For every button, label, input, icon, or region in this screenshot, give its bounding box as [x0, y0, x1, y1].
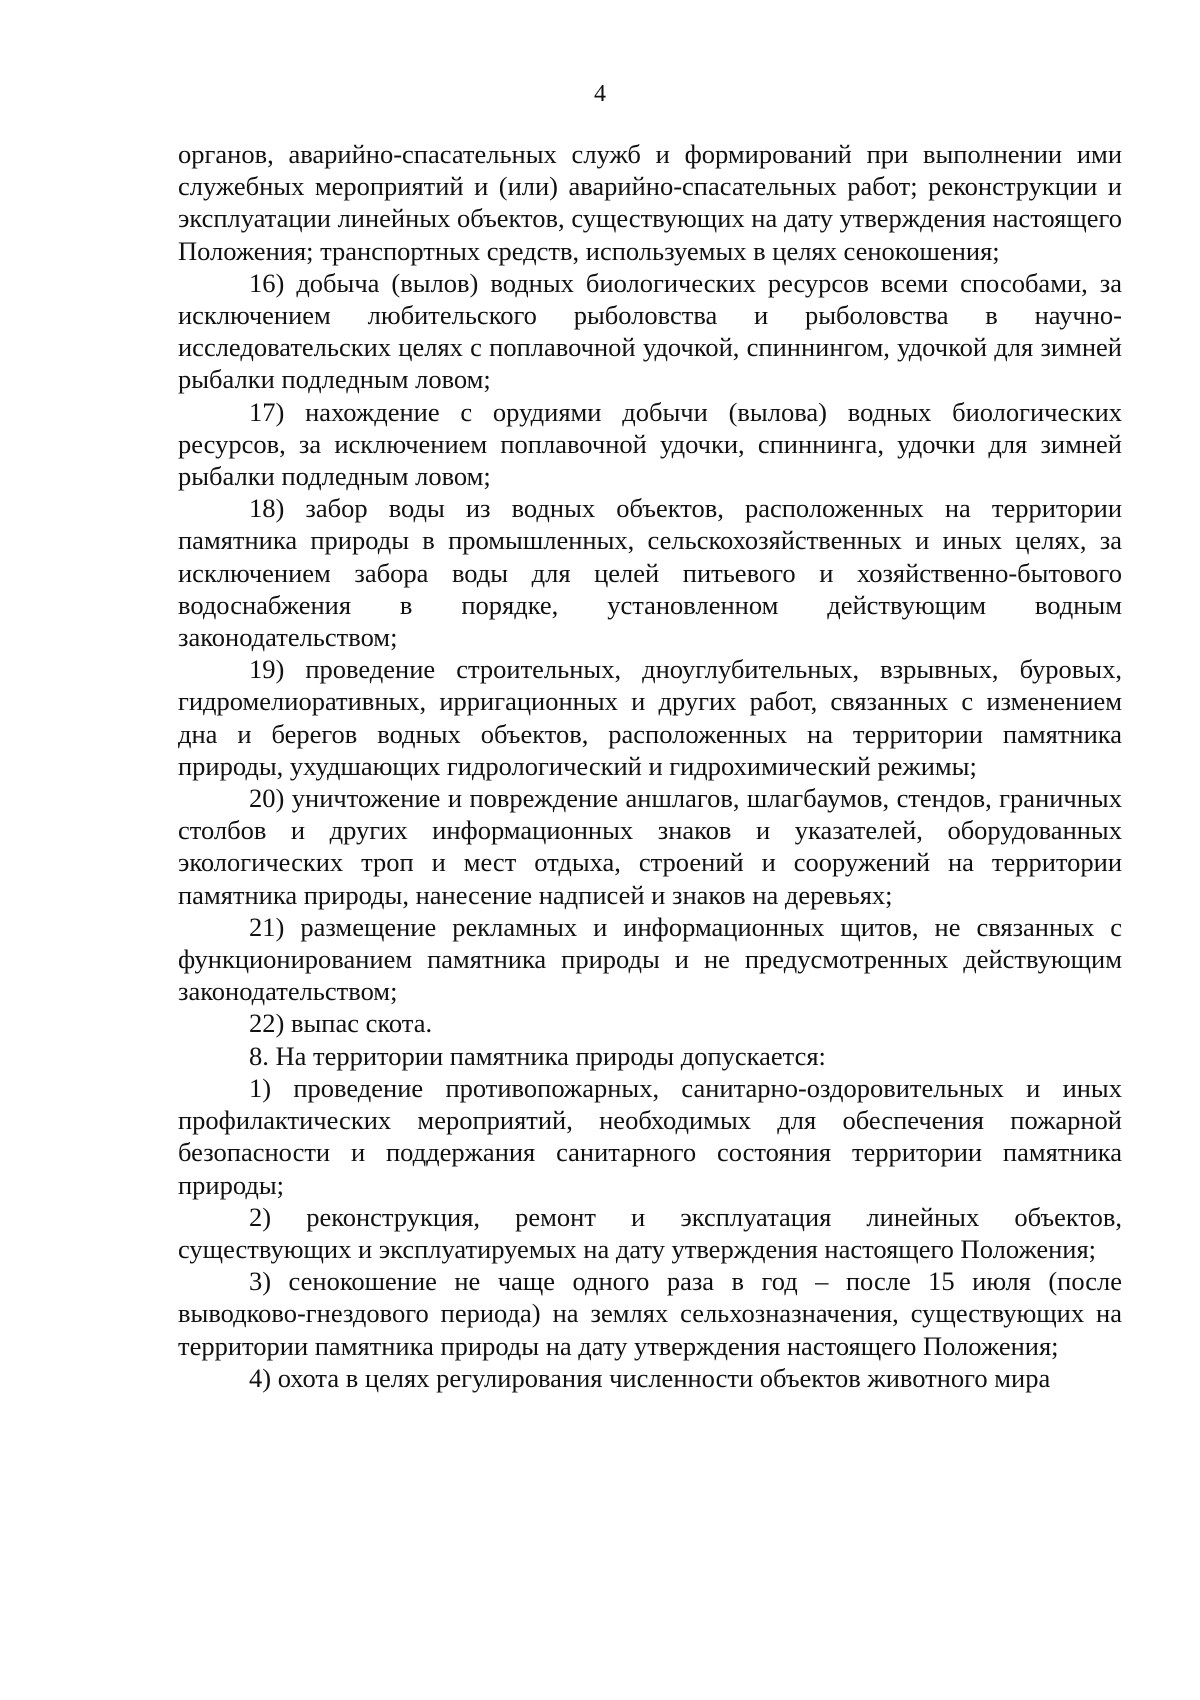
section-8-heading: 8. На территории памятника природы допускается:	[249, 1040, 826, 1071]
paragraph-allowed-2: 2) реконструкция, ремонт и эксплуатация линейных объектов, существующих и эксплуатируемых на дату утверждения настоящего Положения;	[178, 1201, 1122, 1264]
paragraph-allowed-1: 1) проведение противопожарных, санитарно-оздоровительных и иных профилактических мероприятий, необходимых для обеспечения пожарной безопасности и поддержания санитарного состояния территории памятника природы;	[178, 1072, 1122, 1200]
paragraph-item-17: 17) нахождение с орудиями добычи (вылова) водных биологических ресурсов, за исключением поплавочной удочки, спиннинга, удочки для зимней рыбалки подледным ловом;	[178, 396, 1122, 492]
paragraph-item-22: 22) выпас скота.	[249, 1008, 433, 1039]
document-body	[178, 138, 1122, 1394]
paragraph-allowed-4: 4) охота в целях регулирования численности объектов животного мира	[249, 1362, 1051, 1393]
paragraph-item-18: 18) забор воды из водных объектов, расположенных на территории памятника природы в промышленных, сельскохозяйственных и иных целях, за исключением забора воды для целей питьевого и хозяйственно-бытового водоснабжения в порядке, установленном действующим водным законодательством;	[178, 493, 1122, 653]
paragraph-continuation: органов, аварийно-спасательных служб и формирований при выполнении ими служебных мероприятий и (или) аварийно-спасательных работ; реконструкции и эксплуатации линейных объектов, существующих на дату утверждения настоящего Положения; транспортных средств, используемых в целях сенокошения;	[178, 139, 1122, 266]
paragraph-item-16: 16) добыча (вылов) водных биологических ресурсов всеми способами, за исключением любительского рыболовства и рыболовства в научно-исследовательских целях с поплавочной удочкой, спиннингом, удочкой для зимней рыбалки подледным ловом;	[178, 267, 1122, 395]
page-number: 4	[594, 81, 606, 107]
paragraph-allowed-3: 3) сенокошение не чаще одного раза в год – после 15 июля (после выводково-гнездового периода) на землях сельхозназначения, существующих на территории памятника природы на дату утверждения настоящего Положения;	[178, 1266, 1122, 1361]
paragraph-item-19: 19) проведение строительных, дноуглубительных, взрывных, буровых, гидромелиоративных, ирригационных и других работ, связанных с изменением дна и берегов водных объектов, расположенных на территории памятника природы, ухудшающих гидрологический и гидрохимический режимы;	[178, 654, 1122, 781]
paragraph-item-21: 21) размещение рекламных и информационных щитов, не связанных с функционированием памятника природы и не предусмотренных действующим законодательством;	[178, 911, 1122, 1007]
paragraph-item-20: 20) уничтожение и повреждение аншлагов, шлагбаумов, стендов, граничных столбов и других информационных знаков и указателей, оборудованных экологических троп и мест отдыха, строений и сооружений на территории памятника природы, нанесение надписей и знаков на деревьях;	[178, 783, 1122, 910]
